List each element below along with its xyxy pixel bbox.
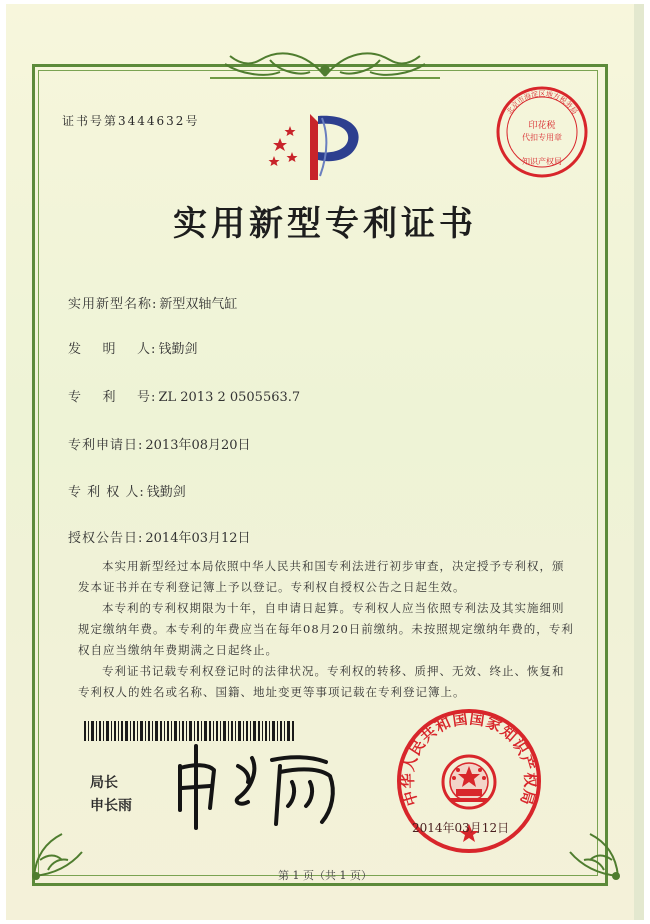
utility-name-label: 实用新型名称: <box>68 297 158 312</box>
filing-date-value: 2013年08月20日 <box>145 438 251 453</box>
patent-office-logo <box>266 104 376 184</box>
certificate-body <box>78 556 574 703</box>
body-paragraph-3: 专利证书记载专利权登记时的法律状况。专利权的转移、质押、无效、终止、恢复和专利权人的姓名或名称、国籍、地址变更等事项记载在专利登记簿上。 <box>78 664 565 699</box>
body-paragraph-2: 本专利的专利权期限为十年，自申请日起算。专利权人应当依照专利法及其实施细则规定缴纳年费。本专利的年费应当在每年08月20日前缴纳。未按照规定缴纳年费的，专利权自应当缴纳年费期满之日起终止。 <box>78 601 574 657</box>
paper-edge <box>634 4 644 920</box>
filing-date-label: 专利申请日: <box>68 438 144 453</box>
utility-name-row <box>68 293 237 312</box>
svg-text:印花税: 印花税 <box>528 121 556 131</box>
announce-date-row <box>68 527 251 546</box>
announce-date-label: 授权公告日: <box>68 531 144 546</box>
page-number: 第 1 页（共 1 页） <box>278 869 372 882</box>
certificate-number: 证书号第3444632号 <box>62 114 200 128</box>
patentee-value: 钱勤剑 <box>146 485 186 500</box>
certificate-title: 实用新型专利证书 <box>173 204 477 244</box>
director-name: 申长雨 <box>90 798 132 814</box>
svg-text:代扣专用章: 代扣专用章 <box>522 133 562 142</box>
patentee-label: 专 利 权 人: <box>68 485 145 500</box>
tax-stamp-seal <box>494 84 590 180</box>
patent-number-label: 专 利 号: <box>68 390 157 405</box>
filing-date-row <box>68 434 251 453</box>
svg-text:知识产权局: 知识产权局 <box>522 157 562 166</box>
director-title: 局长 <box>90 775 118 791</box>
seal-date: 2014年03月12日 <box>412 821 510 835</box>
announce-date-value: 2014年03月12日 <box>145 531 251 546</box>
patent-number-value: ZL 2013 2 0505563.7 <box>158 390 301 405</box>
body-paragraph-1: 本实用新型经过本局依照中华人民共和国专利法进行初步审查，决定授予专利权，颁发本证书并在专利登记簿上予以登记。专利权自授权公告之日起生效。 <box>78 559 565 594</box>
national-emblem <box>443 756 495 808</box>
inventor-label: 发 明 人: <box>68 342 157 357</box>
svg-text:北京市海淀区地方税务局: 北京市海淀区地方税务局 <box>505 90 579 116</box>
top-ornament <box>210 42 440 84</box>
utility-name-value: 新型双轴气缸 <box>159 297 238 312</box>
seal-arc-text: 中华人民共和国国家知识产权局 <box>398 709 540 808</box>
patentee-row <box>68 481 186 500</box>
inventor-value: 钱勤剑 <box>158 342 198 357</box>
director-signature <box>160 736 360 832</box>
patent-number-row <box>68 386 300 405</box>
inventor-row <box>68 338 197 357</box>
